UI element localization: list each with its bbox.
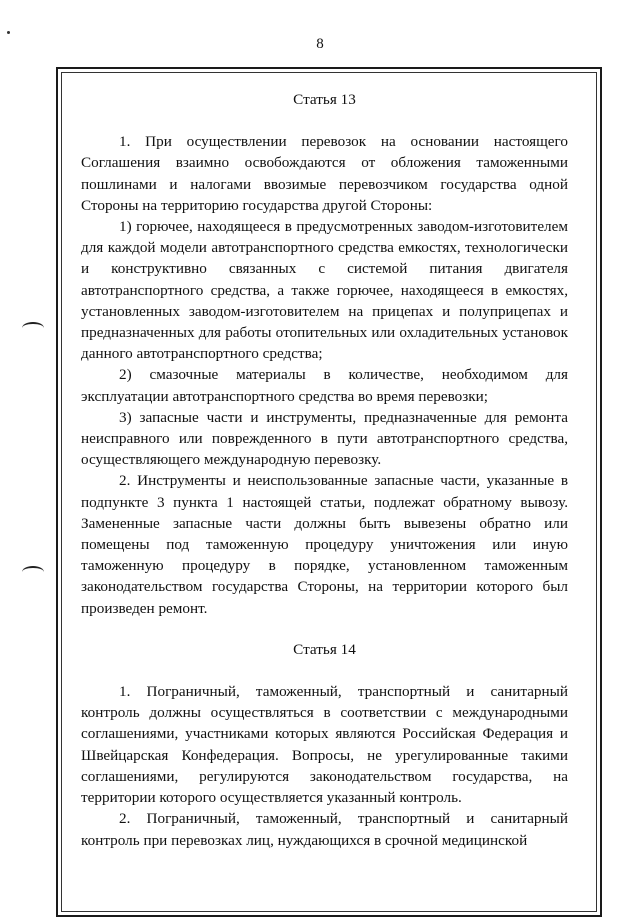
article-14-paragraph-1: 1. Пограничный, таможенный, транспортный и санитарный контроль должны осуществляться в соответствии с международными соглашениями, участниками которых являются Российская Федерация и Швейцарская Конфедерация. Вопросы, не урегулированные такими соглашениями, регулируются законодательством государства, на территории которого осуществляется указанный контроль.: [81, 683, 568, 807]
article-14-paragraph-2: 2. Пограничный, таможенный, транспортный и санитарный контроль при перевозках лиц, нуждающихся в срочной медицинской: [81, 810, 568, 849]
scan-speck: [7, 31, 10, 34]
document-body: [81, 83, 568, 851]
page-number: 8: [316, 36, 324, 52]
margin-hole-mark: [22, 322, 44, 334]
article-13-paragraph-2: 2. Инструменты и неиспользованные запасные части, указанные в подпункте 3 пункта 1 настоящей статьи, подлежат обратному вывозу. Замененные запасные части должны быть вывезены обратно или помещены под таможенную процедуру уничтожения или иную таможенную процедуру в порядке, установленном таможенным законодательством государства Стороны, на территории которого был произведен ремонт.: [81, 472, 568, 617]
article-13-item-1: 1) горючее, находящееся в предусмотренных заводом-изготовителем для каждой модели автотранспортного средства емкостях, технологически и конструктивно связанных с системой питания двигателя автотранспортного средства, а также горючее, находящееся в емкостях, установленных заводом-изготовителем на прицепах и полуприцепах и предназначенных для работы отопительных или охладительных установок данного автотранспортного средства;: [81, 218, 568, 363]
article-13-item-3: 3) запасные части и инструменты, предназначенные для ремонта неисправного или поврежденного в пути автотранспортного средства, осуществляющего международную перевозку.: [81, 408, 568, 469]
margin-hole-mark: [22, 566, 44, 578]
article-14-heading: Статья 14: [293, 640, 356, 658]
article-13-paragraph-1: 1. При осуществлении перевозок на основании настоящего Соглашения взаимно освобождаются от обложения таможенными пошлинами и налогами ввозимые перевозчиком государства одной Стороны на территорию государства другой Стороны:: [81, 133, 568, 214]
article-13-heading: Статья 13: [293, 91, 356, 108]
article-13-item-2: 2) смазочные материалы в количестве, необходимом для эксплуатации автотранспортного средства во время перевозки;: [81, 366, 568, 405]
